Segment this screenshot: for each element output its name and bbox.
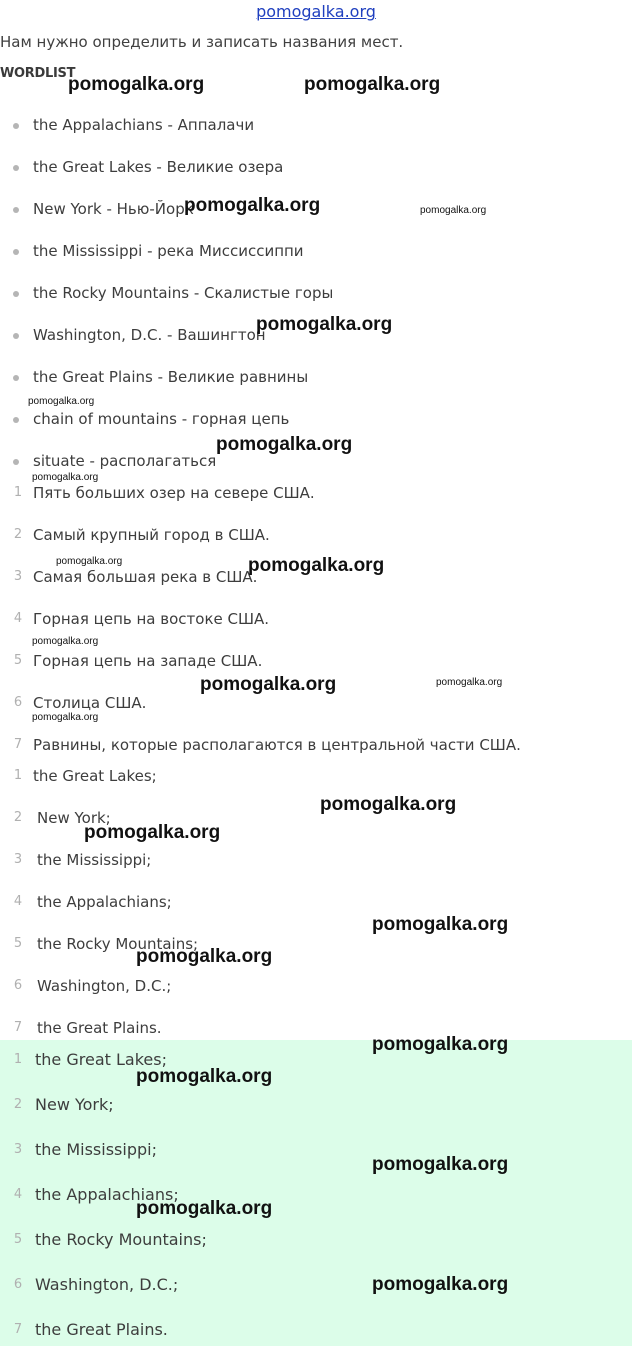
correct-answer-number: 4	[13, 1187, 23, 1202]
wordlist-item: Washington, D.C. - Вашингтон	[33, 326, 266, 344]
wordlist-item: New York - Нью-Йорк	[33, 200, 194, 218]
answer-number: 2	[13, 810, 23, 825]
answer-number: 7	[13, 1020, 23, 1035]
site-link[interactable]: pomogalka.org	[256, 2, 376, 21]
question-text: Самый крупный город в США.	[33, 526, 270, 544]
answer-number: 5	[13, 936, 23, 951]
question-text: Пять больших озер на севере США.	[33, 484, 315, 502]
bullet-icon	[13, 333, 19, 339]
bullet-icon	[13, 123, 19, 129]
correct-answer-number: 6	[13, 1277, 23, 1292]
correct-answer-number: 5	[13, 1232, 23, 1247]
correct-answer-text: the Great Plains.	[35, 1320, 168, 1339]
watermark: pomogalka.org	[372, 1274, 509, 1295]
watermark: pomogalka.org	[200, 674, 337, 695]
wordlist-item: the Mississippi - река Миссиссиппи	[33, 242, 304, 260]
watermark: pomogalka.org	[372, 1154, 509, 1175]
question-number: 5	[13, 653, 23, 668]
question-number: 3	[13, 569, 23, 584]
watermark: pomogalka.org	[136, 946, 273, 967]
wordlist-item: the Great Plains - Великие равнины	[33, 368, 309, 386]
correct-answer-text: the Rocky Mountains;	[35, 1230, 207, 1249]
bullet-icon	[13, 165, 19, 171]
correct-answer-text: the Great Lakes;	[35, 1050, 167, 1069]
watermark: pomogalka.org	[136, 1198, 273, 1219]
question-number: 1	[13, 485, 23, 500]
instruction-text: Нам нужно определить и записать названия мест.	[0, 33, 404, 51]
answer-text: the Appalachians;	[37, 893, 172, 911]
watermark: pomogalka.org	[304, 74, 441, 95]
correct-answer-number: 2	[13, 1097, 23, 1112]
watermark: pomogalka.org	[256, 314, 393, 335]
wordlist-title: WORDLIST	[0, 66, 76, 81]
bullet-icon	[13, 459, 19, 465]
answer-text: the Rocky Mountains;	[37, 935, 199, 953]
answer-text: the Mississippi;	[37, 851, 152, 869]
watermark: pomogalka.org	[420, 205, 487, 216]
wordlist-item: the Rocky Mountains - Скалистые горы	[33, 284, 334, 302]
watermark: pomogalka.org	[136, 1066, 273, 1087]
answer-text: the Great Lakes;	[33, 767, 157, 785]
bullet-icon	[13, 417, 19, 423]
watermark: pomogalka.org	[28, 396, 95, 407]
bullet-icon	[13, 207, 19, 213]
answer-text: New York;	[37, 809, 111, 827]
watermark: pomogalka.org	[32, 636, 99, 647]
answer-text: Washington, D.C.;	[37, 977, 172, 995]
watermark: pomogalka.org	[216, 434, 353, 455]
wordlist-item: the Great Lakes - Великие озера	[33, 158, 284, 176]
question-number: 6	[13, 695, 23, 710]
question-number: 4	[13, 611, 23, 626]
correct-answer-text: New York;	[35, 1095, 114, 1114]
correct-answer-number: 3	[13, 1142, 23, 1157]
correct-answer-text: the Mississippi;	[35, 1140, 157, 1159]
wordlist-item: chain of mountains - горная цепь	[33, 410, 290, 428]
question-text: Горная цепь на востоке США.	[33, 610, 270, 628]
wordlist-item: situate - располагаться	[33, 452, 217, 470]
question-number: 2	[13, 527, 23, 542]
question-text: Столица США.	[33, 694, 147, 712]
watermark: pomogalka.org	[372, 914, 509, 935]
watermark: pomogalka.org	[32, 712, 99, 723]
question-text: Самая большая река в США.	[33, 568, 258, 586]
wordlist-item: the Appalachians - Аппалачи	[33, 116, 255, 134]
watermark: pomogalka.org	[436, 677, 503, 688]
watermark: pomogalka.org	[84, 822, 221, 843]
correct-answer-number: 1	[13, 1052, 23, 1067]
watermark: pomogalka.org	[372, 1034, 509, 1055]
watermark: pomogalka.org	[32, 472, 99, 483]
watermark: pomogalka.org	[184, 195, 321, 216]
bullet-icon	[13, 375, 19, 381]
correct-answer-number: 7	[13, 1322, 23, 1337]
answer-number: 1	[13, 768, 23, 783]
bullet-icon	[13, 249, 19, 255]
bullet-icon	[13, 291, 19, 297]
answer-number: 6	[13, 978, 23, 993]
answer-number: 3	[13, 852, 23, 867]
correct-answer-text: Washington, D.C.;	[35, 1275, 179, 1294]
question-text: Равнины, которые располагаются в центральной части США.	[33, 736, 521, 754]
correct-answer-text: the Appalachians;	[35, 1185, 179, 1204]
question-text: Горная цепь на западе США.	[33, 652, 263, 670]
answer-number: 4	[13, 894, 23, 909]
question-number: 7	[13, 737, 23, 752]
watermark: pomogalka.org	[248, 555, 385, 576]
answer-text: the Great Plains.	[37, 1019, 162, 1037]
watermark: pomogalka.org	[68, 74, 205, 95]
watermark: pomogalka.org	[56, 556, 123, 567]
watermark: pomogalka.org	[320, 794, 457, 815]
